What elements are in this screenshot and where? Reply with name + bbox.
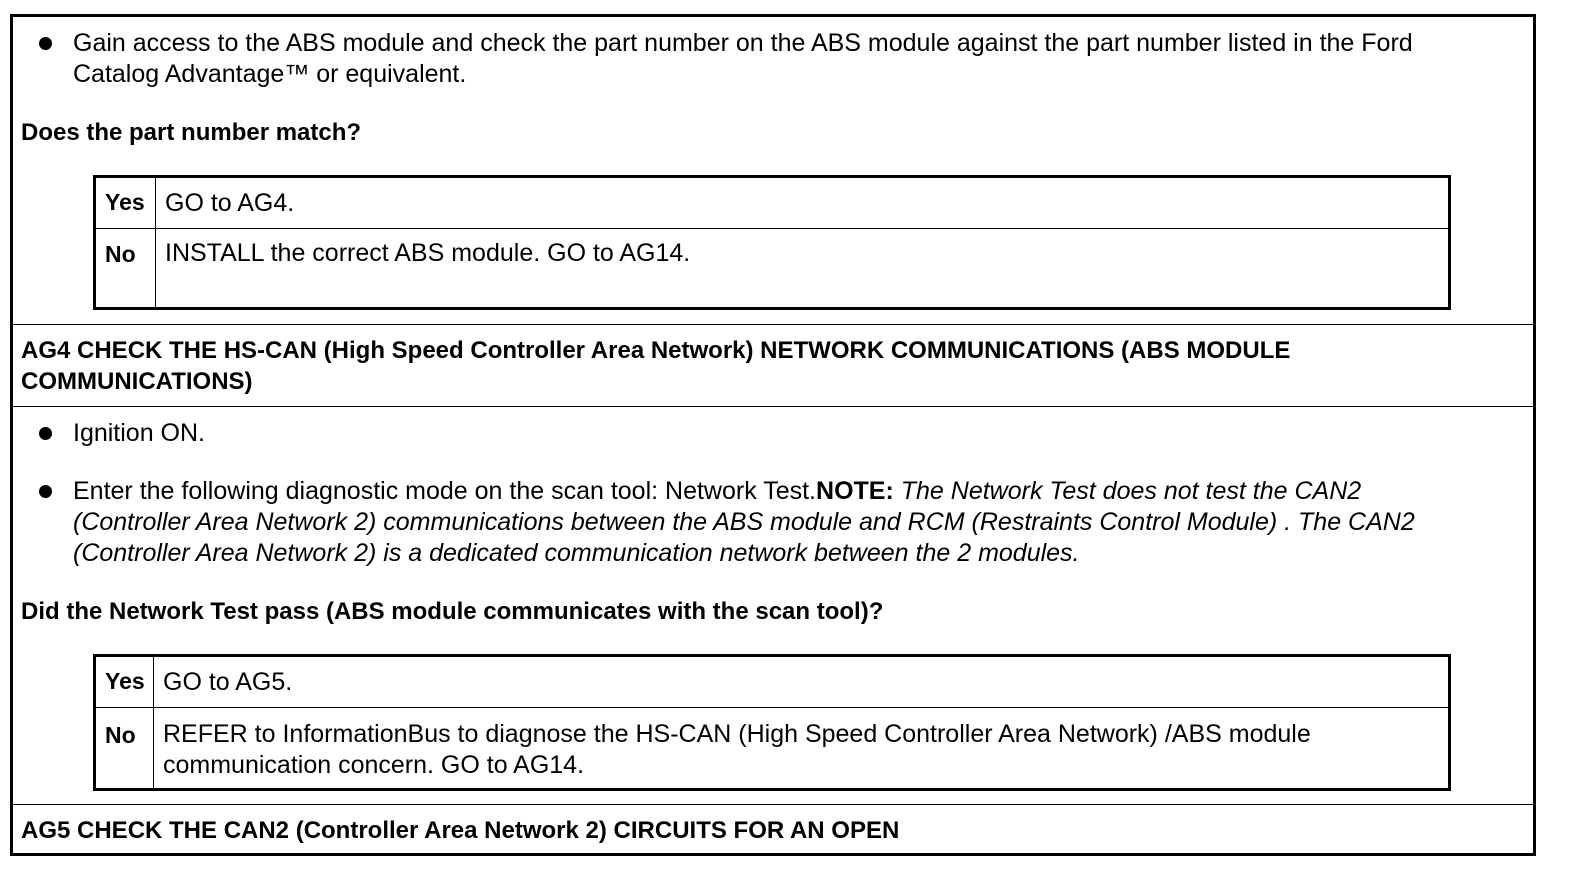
ag4-bullet-2-line-1 bbox=[73, 476, 1361, 507]
ag5-heading: AG5 CHECK THE CAN2 (Controller Area Network 2) CIRCUITS FOR AN OPEN bbox=[21, 817, 900, 844]
answer-yes-text: GO to AG4. bbox=[165, 189, 295, 217]
ag3-bullet-line-2: Catalog Advantage™ or equivalent. bbox=[73, 60, 467, 88]
answer-no-text: INSTALL the correct ABS module. GO to AG14. bbox=[165, 239, 691, 267]
answer-row-divider bbox=[96, 707, 1448, 708]
ag3-answer-table bbox=[93, 175, 1451, 310]
ag3-question: Does the part number match? bbox=[21, 119, 362, 146]
note-text-line-2: (Controller Area Network 2) communications between the ABS module and RCM (Restraints Control Module) . The CAN2 bbox=[73, 508, 1415, 536]
section-divider bbox=[13, 324, 1533, 325]
answer-no-text-line-2: communication concern. GO to AG14. bbox=[163, 751, 585, 779]
answer-row-divider bbox=[96, 228, 1448, 229]
note-text-line-3: (Controller Area Network 2) is a dedicated communication network between the 2 modules. bbox=[73, 539, 1080, 567]
note-label: NOTE: bbox=[816, 477, 894, 505]
ag4-heading-line-1: AG4 CHECK THE HS-CAN (High Speed Controller Area Network) NETWORK COMMUNICATIONS (ABS MODULE bbox=[21, 337, 1291, 364]
ag4-bullet-1: Ignition ON. bbox=[73, 419, 206, 447]
answer-no-label: No bbox=[105, 722, 136, 748]
section-divider bbox=[13, 804, 1533, 805]
ag4-answer-table bbox=[93, 654, 1451, 791]
ag4-heading-line-2: COMMUNICATIONS) bbox=[21, 368, 253, 395]
answer-yes-label: Yes bbox=[105, 189, 145, 215]
ag3-bullet-line-1: Gain access to the ABS module and check the part number on the ABS module against the part number listed in the Ford bbox=[73, 29, 1413, 57]
answer-yes-label: Yes bbox=[105, 668, 145, 694]
section-divider bbox=[13, 406, 1533, 407]
answer-column-divider bbox=[155, 178, 156, 307]
ag4-question: Did the Network Test pass (ABS module communicates with the scan tool)? bbox=[21, 598, 884, 625]
note-text-line-1: The Network Test does not test the CAN2 bbox=[900, 477, 1362, 505]
answer-yes-text: GO to AG5. bbox=[163, 668, 293, 696]
answer-no-text-line-1: REFER to InformationBus to diagnose the HS-CAN (High Speed Controller Area Network) /ABS module bbox=[163, 720, 1311, 748]
answer-no-label: No bbox=[105, 241, 136, 267]
ag4-bullet-2-plain: Enter the following diagnostic mode on the scan tool: Network Test. bbox=[73, 477, 817, 505]
bullet-dot bbox=[39, 485, 52, 498]
answer-column-divider bbox=[153, 657, 154, 788]
bullet-dot bbox=[39, 427, 52, 440]
bullet-dot bbox=[39, 37, 52, 50]
